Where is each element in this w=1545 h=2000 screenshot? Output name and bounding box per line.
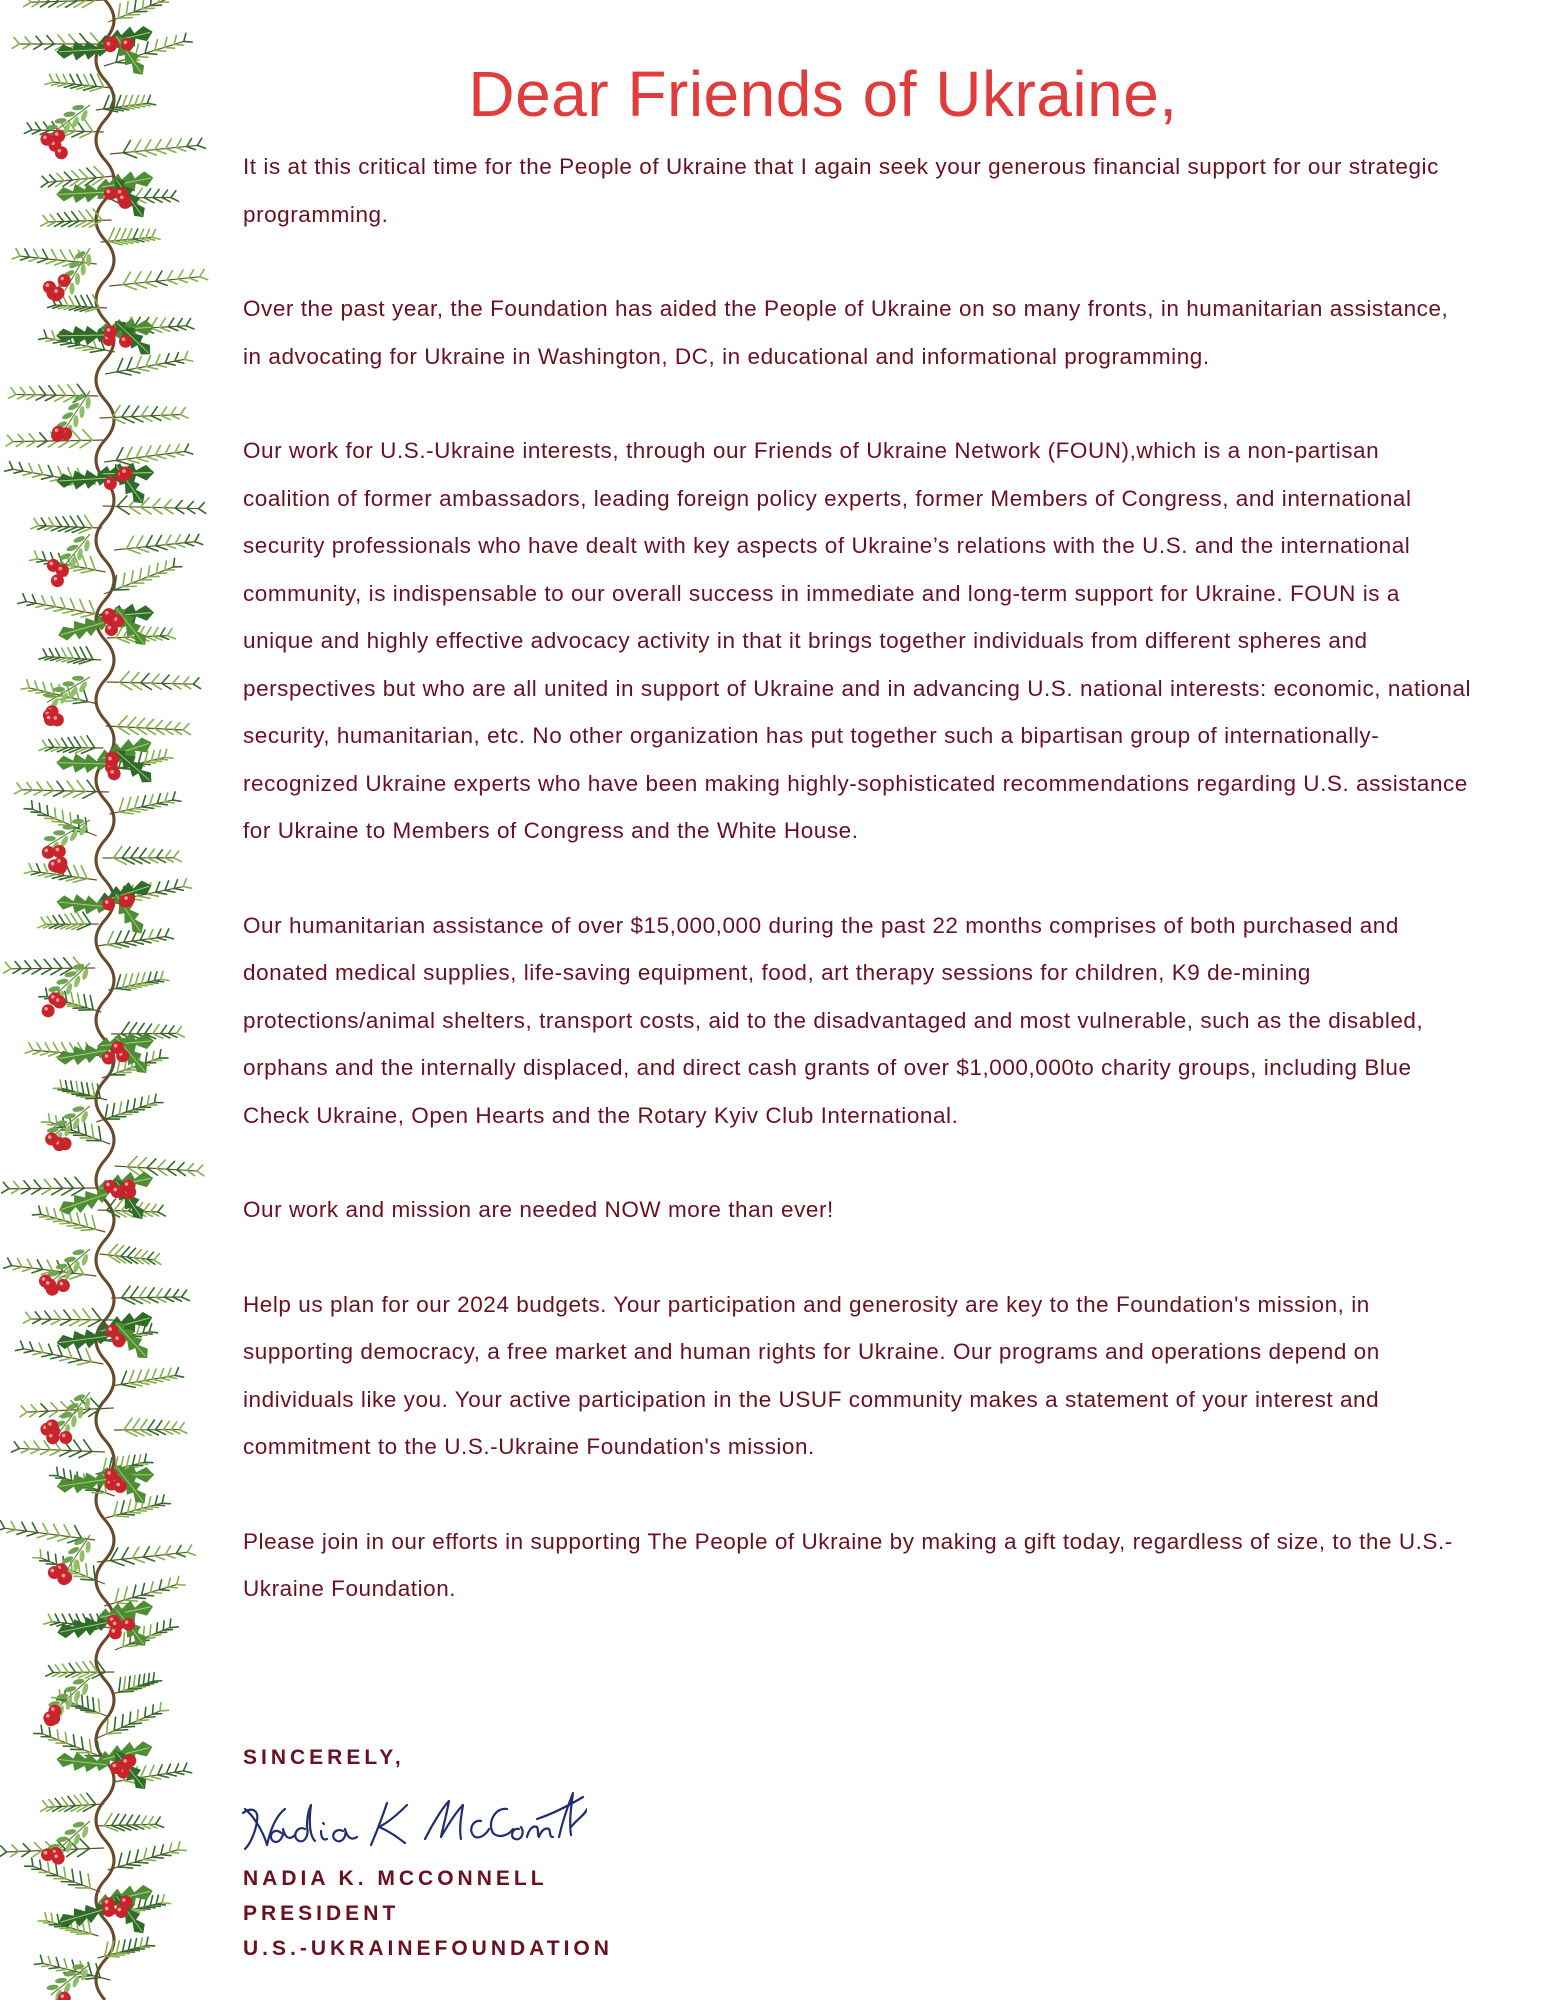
paragraph-join: Please join in our efforts in supporting The People of Ukraine by making a gift today, regardless of size, to the U.S.-Ukraine Foundation. — [243, 1528, 1453, 1601]
letter-body — [243, 143, 1473, 1660]
paragraph-intro: It is at this critical time for the People of Ukraine that I again seek your generous financial support for our strategic programming. — [243, 154, 1439, 227]
signer-block — [243, 1861, 1043, 1966]
paragraph-needed-now: Our work and mission are needed NOW more than ever! — [243, 1197, 834, 1222]
paragraph-foun: Our work for U.S.-Ukraine interests, through our Friends of Ukraine Network (FOUN),which is a non-partisan coalition of former ambassadors, leading foreign policy experts, former Members of Congress, and international security professionals who have dealt with key aspects of Ukraine’s relations with the U.S. and the international community, is indispensable to our overall success in immediate and long-term support for Ukraine. FOUN is a unique and highly effective advocacy activity in that it brings together individuals from different spheres and perspectives but who are all united in support of Ukraine and in advancing U.S. national interests: economic, national security, humanitarian, etc. No other organization has put together such a bipartisan group of internationally-recognized Ukraine experts who have been making highly-sophisticated recommendations regarding U.S. assistance for Ukraine to Members of Congress and the White House. — [243, 438, 1472, 843]
letter-title: Dear Friends of Ukraine, — [468, 58, 1178, 130]
paragraph-past-year: Over the past year, the Foundation has aided the People of Ukraine on so many fronts, in humanitarian assistance, in advocating for Ukraine in Washington, DC, in educational and informational programming. — [243, 296, 1449, 369]
signer-name: NADIA K. MCCONNELL — [243, 1867, 548, 1890]
signer-organization: U.S.-UKRAINEFOUNDATION — [243, 1937, 613, 1960]
letter-closing — [243, 1740, 1043, 1966]
paragraph-humanitarian: Our humanitarian assistance of over $15,000,000 during the past 22 months comprises of both purchased and donated medical supplies, life-saving equipment, food, art therapy sessions for children, K9 de-mining protections/animal shelters, transport costs, aid to the disadvantaged and most vulnerable, such as the disabled, orphans and the internally displaced, and direct cash grants of over $1,000,000to charity groups, including Blue Check Ukraine, Open Hearts and the Rotary Kyiv Club International. — [243, 912, 1424, 1128]
closing-salutation: SINCERELY, — [243, 1746, 405, 1769]
holly-garland-decoration — [0, 0, 210, 2000]
signer-title: PRESIDENT — [243, 1902, 400, 1925]
handwritten-signature — [237, 1779, 587, 1859]
paragraph-budgets: Help us plan for our 2024 budgets. Your participation and generosity are key to the Foundation's mission, in supporting democracy, a free market and human rights for Ukraine. Our programs and operations depend on individuals like you. Your active participation in the USUF community makes a statement of your interest and commitment to the U.S.-Ukraine Foundation's mission. — [243, 1291, 1380, 1459]
